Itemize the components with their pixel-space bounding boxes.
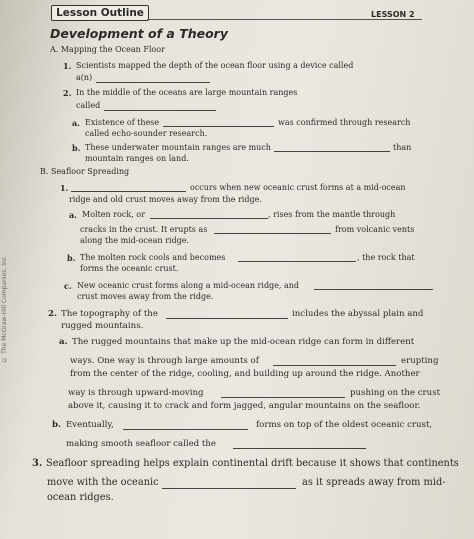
a1-number: 1. [63,61,72,71]
b2b-answer-blank-1[interactable] [123,429,248,430]
b2a-line2a: ways. One way is through large amounts of [70,356,259,366]
a2a-line2: called echo-sounder research. [85,129,208,138]
lesson-outline-label: Lesson Outline [51,5,149,21]
a2-line1: In the middle of the oceans are large mountain ranges [76,88,298,97]
a2a-line1a: Existence of these [85,118,160,127]
a2-line2: called [76,101,101,110]
b1c-answer-blank[interactable] [314,289,433,290]
copyright-note: © The McGraw-Hill Companies, Inc. [1,255,8,363]
b2-line2: rugged mountains. [61,321,144,331]
b1c-line2: crust moves away from the ridge. [77,292,214,301]
a2a-line1b: was confirmed through research [278,118,411,127]
a1-line1: Scientists mapped the depth of the ocean floor using a device called [76,61,354,70]
b2b-line2: making smooth seafloor called the [66,439,216,449]
b2-answer-blank[interactable] [166,318,288,319]
b1-line1: occurs when new oceanic crust forms at a mid-ocean [190,183,406,192]
b3-answer-blank[interactable] [162,488,296,489]
b3-line2b: as it spreads away from mid- [302,477,446,488]
b1c-line1: New oceanic crust forms along a mid-ocean ridge, and [77,281,300,290]
b1c-label: c. [64,281,72,291]
b2b-line1b: forms on top of the oldest oceanic crust, [256,420,433,430]
b2a-line1: The rugged mountains that make up the mid-ocean ridge can form in different [72,337,415,347]
b2-line1b: includes the abyssal plain and [292,309,424,319]
b1-number: 1. [60,183,69,193]
b1a-line2b: from volcanic vents [335,225,415,234]
lesson-number: LESSON 2 [371,10,415,19]
a2b-line1a: These underwater mountain ranges are much [85,143,271,152]
b2b-label: b. [52,420,62,430]
header-rule [147,19,422,20]
b1a-label: a. [69,210,77,220]
b1a-line3: along the mid-ocean ridge. [80,236,189,245]
b2-line1a: The topography of the [61,309,158,319]
a2-number: 2. [63,88,72,98]
b2a-answer-blank-2[interactable] [221,397,345,398]
a2a-label: a. [72,118,80,128]
b2b-line1a: Eventually, [66,420,114,430]
b1-line2: ridge and old crust moves away from the ridge. [69,195,262,204]
b1a-answer-blank-1[interactable] [150,218,268,219]
b2a-line3: from the center of the ridge, cooling, and building up around the ridge. Another [70,369,420,379]
b3-line2a: move with the oceanic [47,477,159,488]
section-a-heading: A. Mapping the Ocean Floor [50,45,165,54]
b2a-line4a: way is through upward-moving [68,388,204,398]
b2a-label: a. [59,337,68,347]
a2b-answer-blank[interactable] [274,151,390,152]
section-b-heading: B. Seafloor Spreading [40,167,130,176]
a2b-line1b: than [393,143,412,152]
a2a-answer-blank[interactable] [163,126,274,127]
b1b-line1a: The molten rock cools and becomes [80,253,226,262]
b1b-answer-blank[interactable] [238,261,356,262]
b1b-label: b. [67,253,76,263]
b2a-line4b: pushing on the crust [350,388,441,398]
b2a-line2b: erupting [401,356,439,366]
b1b-line1b: , the rock that [357,253,415,262]
b1a-line1a: Molten rock, or [82,210,145,219]
a2b-label: b. [72,143,81,153]
b1a-answer-blank-2[interactable] [214,233,331,234]
b2-number: 2. [48,309,57,319]
b1a-line1b: , rises from the mantle through [268,210,396,219]
b3-line1: Seafloor spreading helps explain continental drift because it shows that continents [46,458,459,469]
page-title: Development of a Theory [50,26,228,41]
b2a-answer-blank-1[interactable] [273,365,396,366]
a2-answer-blank[interactable] [104,110,216,111]
b1b-line2: forms the oceanic crust. [80,264,179,273]
b2a-line5: above it, causing it to crack and form jagged, angular mountains on the seafloor. [68,401,421,411]
b3-line3: ocean ridges. [47,492,114,503]
a2b-line2: mountain ranges on land. [85,154,189,163]
b1a-line2a: cracks in the crust. It erupts as [80,225,208,234]
a1-line2: a(n) [76,73,93,82]
b2b-answer-blank-2[interactable] [233,448,366,449]
b3-number: 3. [32,458,43,469]
a1-answer-blank[interactable] [96,82,210,83]
b1-answer-blank[interactable] [71,191,186,192]
